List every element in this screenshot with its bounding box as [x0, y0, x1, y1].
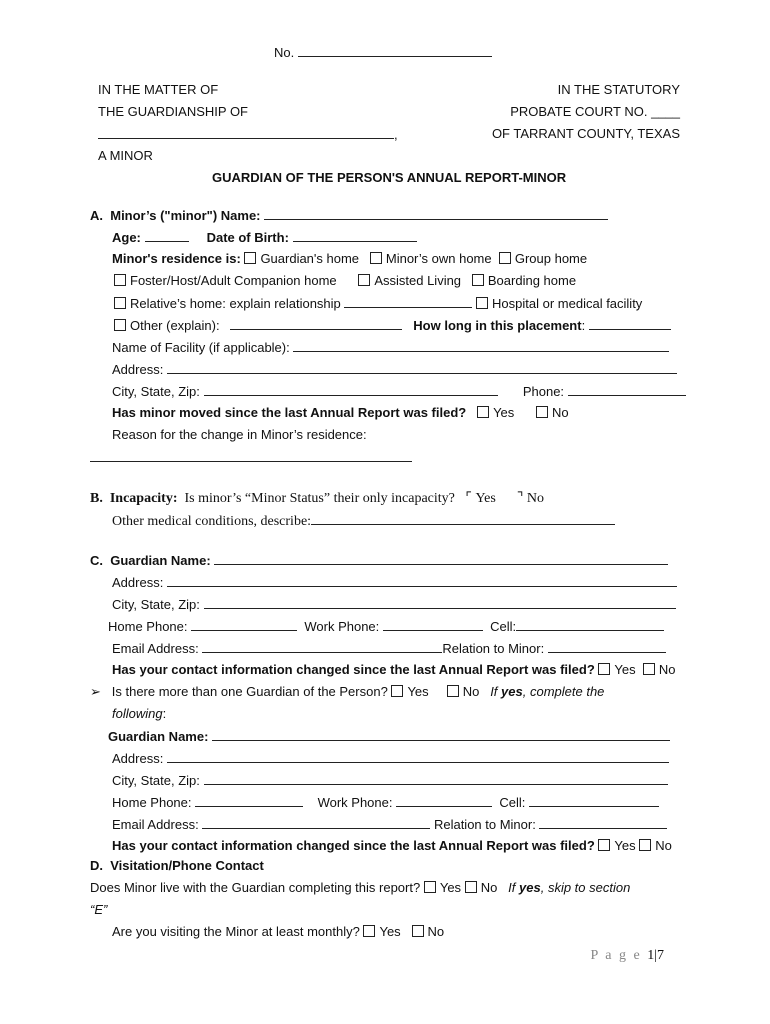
address-row: Address:	[112, 361, 677, 377]
moved-row: Has minor moved since the last Annual Report was filed? Yes No	[112, 405, 569, 420]
facility-row: Name of Facility (if applicable):	[112, 339, 669, 355]
facility-city-field[interactable]	[204, 383, 498, 396]
facility-phone-field[interactable]	[568, 383, 686, 396]
ward-name-field[interactable]	[98, 126, 394, 139]
boarding-home-checkbox[interactable]	[472, 274, 484, 286]
guardian2-email-field[interactable]	[202, 816, 430, 829]
other-explain-field[interactable]	[230, 317, 402, 330]
page-title: GUARDIAN OF THE PERSON'S ANNUAL REPORT-MINOR	[212, 170, 567, 185]
guardian-name-row: C. Guardian Name:	[90, 552, 668, 568]
moved-no-checkbox[interactable]	[536, 406, 548, 418]
guardian-email-row: Email Address: Relation to Minor:	[112, 640, 666, 656]
placement-duration-field[interactable]	[589, 317, 671, 330]
guardian2-address-row: Address:	[112, 750, 669, 766]
city-phone-row: City, State, Zip: Phone:	[112, 383, 686, 399]
g2-changed-no-checkbox[interactable]	[639, 839, 651, 851]
age-dob-row: Age: Date of Birth:	[112, 229, 417, 245]
residence-row-4: Other (explain): How long in this placement:	[114, 317, 671, 333]
section-d-heading: D. Visitation/Phone Contact	[90, 858, 264, 873]
moved-yes-checkbox[interactable]	[477, 406, 489, 418]
guardian-email-field[interactable]	[202, 640, 442, 653]
caption-left-1: IN THE MATTER OF	[98, 82, 219, 97]
minor-name-row: A. Minor’s ("minor") Name:	[90, 207, 608, 223]
incapacity-no-checkbox[interactable]: ⌝	[516, 491, 524, 506]
guardian2-relation-field[interactable]	[539, 816, 667, 829]
medical-row: Other medical conditions, describe:	[112, 512, 615, 530]
visit-yes-checkbox[interactable]	[363, 925, 375, 937]
live-with-row: Does Minor live with the Guardian completing this report? Yes No If yes, skip to section	[90, 880, 631, 895]
hospital-checkbox[interactable]	[476, 297, 488, 309]
dob-field[interactable]	[293, 229, 417, 242]
page-number: P a g e 1|7	[590, 948, 664, 963]
guardian2-city-field[interactable]	[204, 772, 668, 785]
following-label: following:	[112, 706, 167, 721]
guardian2-email-row: Email Address: Relation to Minor:	[112, 816, 667, 832]
guardian2-address-field[interactable]	[167, 750, 669, 763]
more-guardian-yes-checkbox[interactable]	[391, 685, 403, 697]
caption-left-4: A MINOR	[98, 148, 153, 163]
live-yes-checkbox[interactable]	[424, 881, 436, 893]
changed-yes-checkbox[interactable]	[598, 663, 610, 675]
minor-name-field[interactable]	[264, 207, 608, 220]
caption-left-2: THE GUARDIANSHIP OF	[98, 104, 249, 119]
assisted-living-checkbox[interactable]	[358, 274, 370, 286]
foster-checkbox[interactable]	[114, 274, 126, 286]
reason-row	[90, 449, 412, 465]
caption-right-2: PROBATE COURT NO. ____	[510, 104, 680, 119]
guardian-phones-row: Home Phone: Work Phone: Cell:	[108, 618, 664, 634]
incapacity-row: B. Incapacity: Is minor’s “Minor Status” their only incapacity? ⌜ Yes ⌝ No	[90, 491, 544, 506]
visit-no-checkbox[interactable]	[412, 925, 424, 937]
live-no-checkbox[interactable]	[465, 881, 477, 893]
guardian2-home-phone-field[interactable]	[195, 794, 303, 807]
guardian-home-phone-field[interactable]	[191, 618, 297, 631]
more-guardian-no-checkbox[interactable]	[447, 685, 459, 697]
residence-row-2: Foster/Host/Adult Companion home Assisted Living Boarding home	[114, 273, 576, 288]
caption-right-3: OF TARRANT COUNTY, TEXAS	[491, 126, 680, 141]
guardian2-cell-field[interactable]	[529, 794, 659, 807]
case-number: No.	[274, 44, 492, 60]
residence-row-1: Minor's residence is: Guardian's home Minor’s own home Group home	[112, 251, 588, 266]
minor-own-home-checkbox[interactable]	[370, 252, 382, 264]
guardian2-changed-row: Has your contact information changed since the last Annual Report was filed? Yes No	[112, 838, 672, 853]
case-number-field[interactable]	[298, 44, 492, 57]
guardian-address-field[interactable]	[167, 574, 677, 587]
guardian2-phones-row: Home Phone: Work Phone: Cell:	[112, 794, 659, 810]
other-residence-checkbox[interactable]	[114, 319, 126, 331]
arrow-bullet-icon: ➢	[90, 684, 101, 699]
guardian-address-row: Address:	[112, 574, 677, 590]
relationship-field[interactable]	[344, 295, 472, 308]
guardian-name-field[interactable]	[214, 552, 668, 565]
ward-name: ,	[98, 126, 398, 142]
section-e-ref: “E”	[90, 902, 108, 917]
changed-no-checkbox[interactable]	[643, 663, 655, 675]
age-field[interactable]	[145, 229, 189, 242]
more-guardian-row: ➢ Is there more than one Guardian of the Person? Yes No If yes, complete the	[90, 684, 605, 699]
caption-right-1: IN THE STATUTORY	[557, 82, 680, 97]
guardian-work-phone-field[interactable]	[383, 618, 483, 631]
guardian2-city-row: City, State, Zip:	[112, 772, 668, 788]
guardian-city-field[interactable]	[204, 596, 676, 609]
guardian-changed-row: Has your contact information changed since the last Annual Report was filed? Yes No	[112, 662, 676, 677]
guardian2-name-row: Guardian Name:	[108, 728, 670, 744]
guardian-relation-field[interactable]	[548, 640, 666, 653]
visit-row: Are you visiting the Minor at least monthly? Yes No	[112, 924, 445, 939]
facility-address-field[interactable]	[167, 361, 677, 374]
reason-field[interactable]	[90, 449, 412, 462]
guardian-home-checkbox[interactable]	[244, 252, 256, 264]
relative-home-checkbox[interactable]	[114, 297, 126, 309]
guardian2-name-field[interactable]	[212, 728, 670, 741]
reason-label: Reason for the change in Minor’s residence:	[112, 427, 367, 442]
guardian-cell-field[interactable]	[516, 618, 664, 631]
incapacity-yes-checkbox[interactable]: ⌜	[465, 491, 472, 506]
guardian2-work-phone-field[interactable]	[396, 794, 492, 807]
medical-conditions-field[interactable]	[311, 512, 615, 525]
residence-row-3: Relative’s home: explain relationship Hospital or medical facility	[114, 295, 642, 311]
g2-changed-yes-checkbox[interactable]	[598, 839, 610, 851]
group-home-checkbox[interactable]	[499, 252, 511, 264]
guardian-city-row: City, State, Zip:	[112, 596, 676, 612]
facility-name-field[interactable]	[293, 339, 669, 352]
